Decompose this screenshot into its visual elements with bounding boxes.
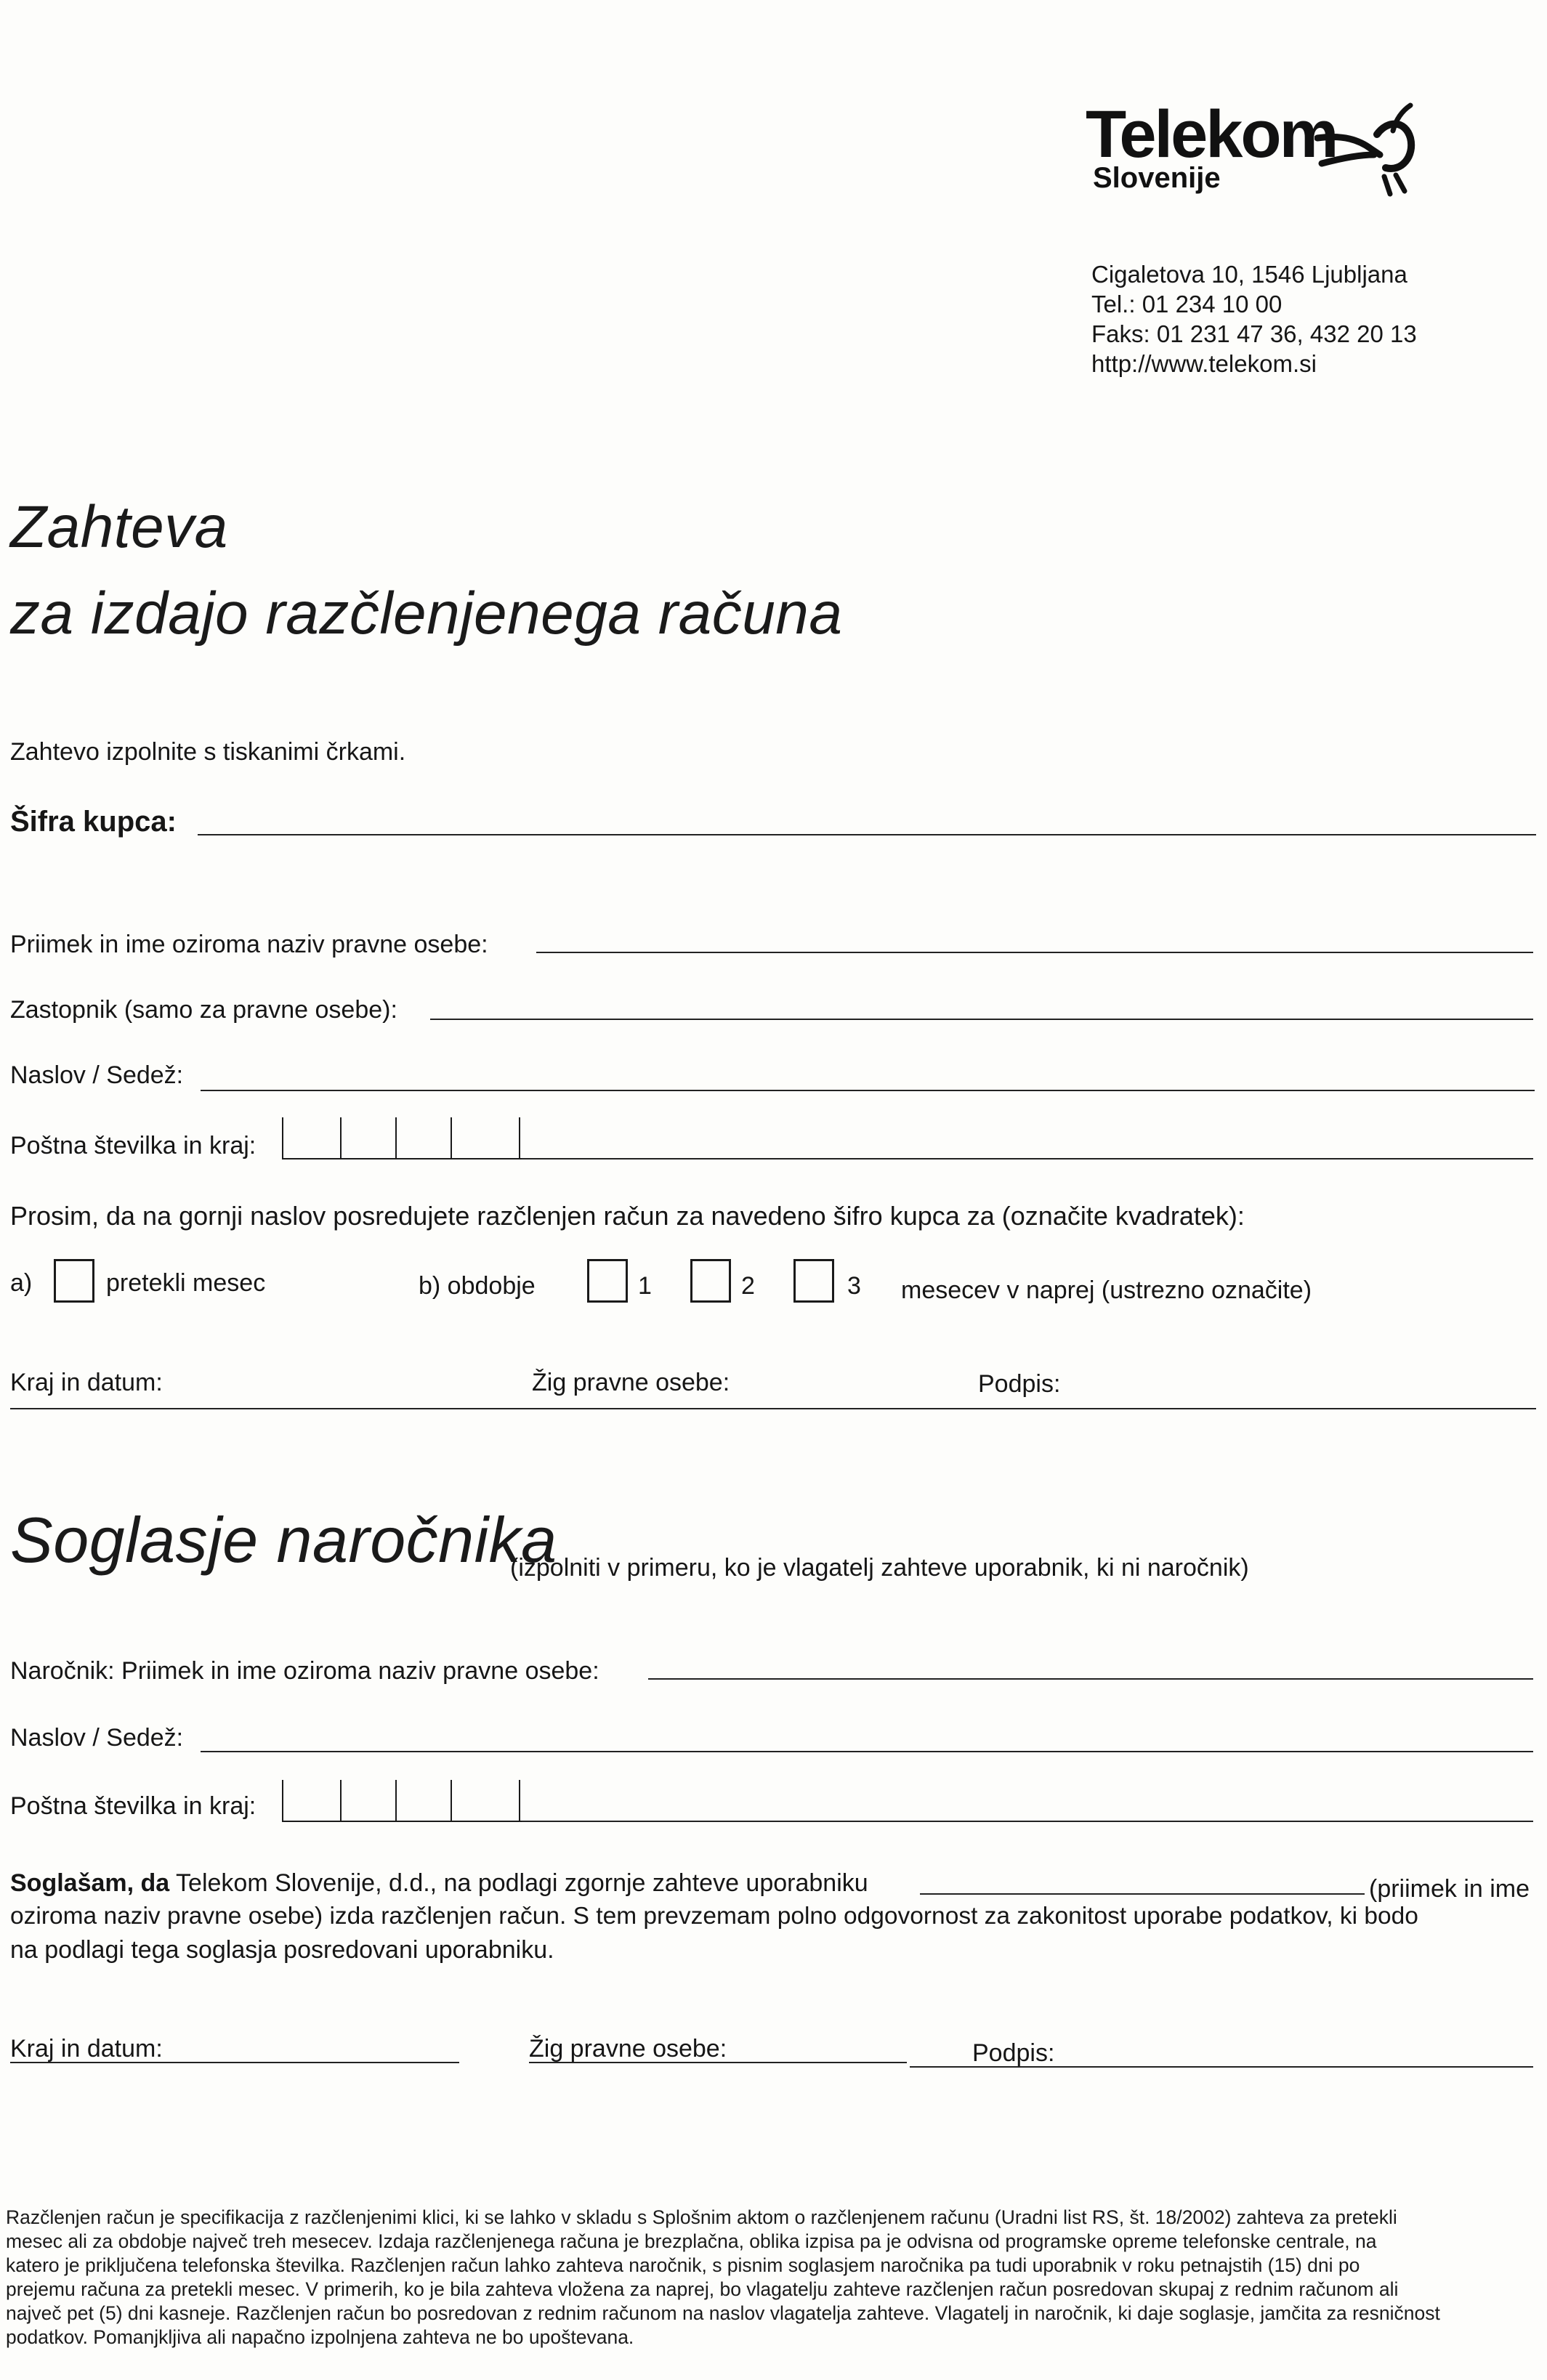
consent-stamp-field[interactable] <box>529 2062 907 2063</box>
subscriber-label: Naročnik: Priimek in ime oziroma naziv pravne osebe: <box>10 1657 599 1685</box>
address-label: Naslov / Sedež: <box>10 1061 184 1089</box>
representative-field[interactable] <box>430 1019 1533 1020</box>
customer-code-field[interactable] <box>198 834 1536 835</box>
company-website[interactable]: http://www.telekom.si <box>1091 350 1317 377</box>
consent-postal-label: Poštna številka in kraj: <box>10 1792 257 1820</box>
option-a-label: pretekli mesec <box>106 1269 266 1297</box>
form-title-line2: za izdajo razčlenjenega računa <box>10 580 843 647</box>
consent-place-date-field[interactable] <box>10 2062 459 2063</box>
postal-city-field[interactable] <box>522 1158 1533 1159</box>
name-label: Priimek in ime oziroma naziv pravne osebe: <box>10 931 488 958</box>
consent-place-date-label: Kraj in datum: <box>10 2035 163 2063</box>
period-3-label: 3 <box>847 1272 861 1300</box>
signature-line[interactable] <box>10 1408 1536 1409</box>
name-field[interactable] <box>536 952 1533 953</box>
consent-signature-label: Podpis: <box>972 2039 1055 2067</box>
period-2-label: 2 <box>741 1272 755 1300</box>
customer-code-label: Šifra kupca: <box>10 806 177 838</box>
telekom-logo <box>1086 98 1427 200</box>
agree-text1-suffix: (priimek in ime <box>1369 1875 1530 1903</box>
company-address: Cigaletova 10, 1546 Ljubljana <box>1091 261 1407 288</box>
representative-label: Zastopnik (samo za pravne osebe): <box>10 996 397 1024</box>
logo-subtitle: Slovenije <box>1093 162 1221 194</box>
option-a-checkbox[interactable] <box>54 1259 94 1303</box>
footer-line5: največ pet (5) dni kasneje. Razčlenjen račun bo posredovan z rednim računom na naslov vlagatelja zahteve. Vlagatelj in naročnik, ki daje soglasje, jamčita za resničnost <box>6 2302 1440 2324</box>
consent-postal-code-boxes[interactable] <box>282 1778 522 1822</box>
consent-title: Soglasje naročnika <box>10 1504 557 1576</box>
option-a-prefix: a) <box>10 1269 33 1297</box>
consent-signature-field[interactable] <box>910 2066 1533 2068</box>
period-suffix: mesecev v naprej (ustrezno označite) <box>901 1276 1312 1304</box>
stamp-label: Žig pravne osebe: <box>532 1369 730 1396</box>
company-fax: Faks: 01 231 47 36, 432 20 13 <box>1091 320 1417 347</box>
instruction-text: Zahtevo izpolnite s tiskanimi črkami. <box>10 738 406 766</box>
consent-postal-city-field[interactable] <box>522 1821 1533 1822</box>
agree-line1 <box>10 1869 868 1898</box>
footer-line1: Razčlenjen račun je specifikacija z razčlenjenimi klici, ki se lahko v skladu s Splošnim aktom o razčlenjenem računu (Uradni list RS, št. 18/2002) zahteva za pretekli <box>6 2206 1397 2228</box>
agree-bold: Soglašam, da <box>10 1869 170 1897</box>
footer-line6: podatkov. Pomanjkljiva ali napačno izpolnjena zahteva ne bo upoštevana. <box>6 2326 634 2348</box>
postal-label: Poštna številka in kraj: <box>10 1132 257 1159</box>
signature-label: Podpis: <box>978 1370 1061 1398</box>
agree-text1: Telekom Slovenije, d.d., na podlagi zgornje zahteve uporabniku <box>176 1869 868 1897</box>
company-phone: Tel.: 01 234 10 00 <box>1091 291 1283 317</box>
consent-address-field[interactable] <box>201 1751 1533 1752</box>
footer-line4: prejemu računa za pretekli mesec. V primerih, ko je bila zahteva vložena za naprej, bo vlagatelju zahteve razčlenjen račun posredovan skupaj z rednim računom ali <box>6 2278 1399 2300</box>
subscriber-field[interactable] <box>648 1678 1533 1680</box>
bird-logo-icon <box>1314 98 1423 200</box>
period-2-checkbox[interactable] <box>690 1259 731 1303</box>
place-date-label: Kraj in datum: <box>10 1369 163 1396</box>
please-text: Prosim, da na gornji naslov posredujete razčlenjen račun za navedeno šifro kupca za (označite kvadratek): <box>10 1201 1245 1231</box>
consent-address-label: Naslov / Sedež: <box>10 1724 184 1752</box>
agree-line3: na podlagi tega soglasja posredovani uporabniku. <box>10 1936 554 1964</box>
address-field[interactable] <box>201 1090 1535 1091</box>
period-3-checkbox[interactable] <box>793 1259 834 1303</box>
postal-code-boxes[interactable] <box>282 1116 522 1159</box>
footer-note <box>6 2206 1521 2349</box>
user-name-field[interactable] <box>920 1893 1365 1895</box>
footer-line2: mesec ali za obdobje največ treh mesecev. Izdaja razčlenjenega računa je brezplačna, oblika izpisa pa je odvisna od programske opreme telefonske centrale, na <box>6 2230 1377 2252</box>
option-b-prefix: b) obdobje <box>419 1272 536 1300</box>
agree-line2: oziroma naziv pravne osebe) izda razčlenjen račun. S tem prevzemam polno odgovornost za zakonitost uporabe podatkov, ki bodo <box>10 1903 1418 1930</box>
consent-stamp-label: Žig pravne osebe: <box>529 2035 727 2063</box>
logo-wordmark: Telekom <box>1086 97 1337 171</box>
consent-title-note: (izpolniti v primeru, ko je vlagatelj zahteve uporabnik, ki ni naročnik) <box>510 1554 1249 1582</box>
form-title-line1: Zahteva <box>10 494 228 560</box>
period-1-checkbox[interactable] <box>587 1259 628 1303</box>
period-1-label: 1 <box>638 1272 652 1300</box>
footer-line3: katero je priključena telefonska številka. Razčlenjen račun lahko zahteva naročnik, s pisnim soglasjem naročnika pa tudi uporabnik v roku petnajstih (15) dni po <box>6 2254 1360 2276</box>
